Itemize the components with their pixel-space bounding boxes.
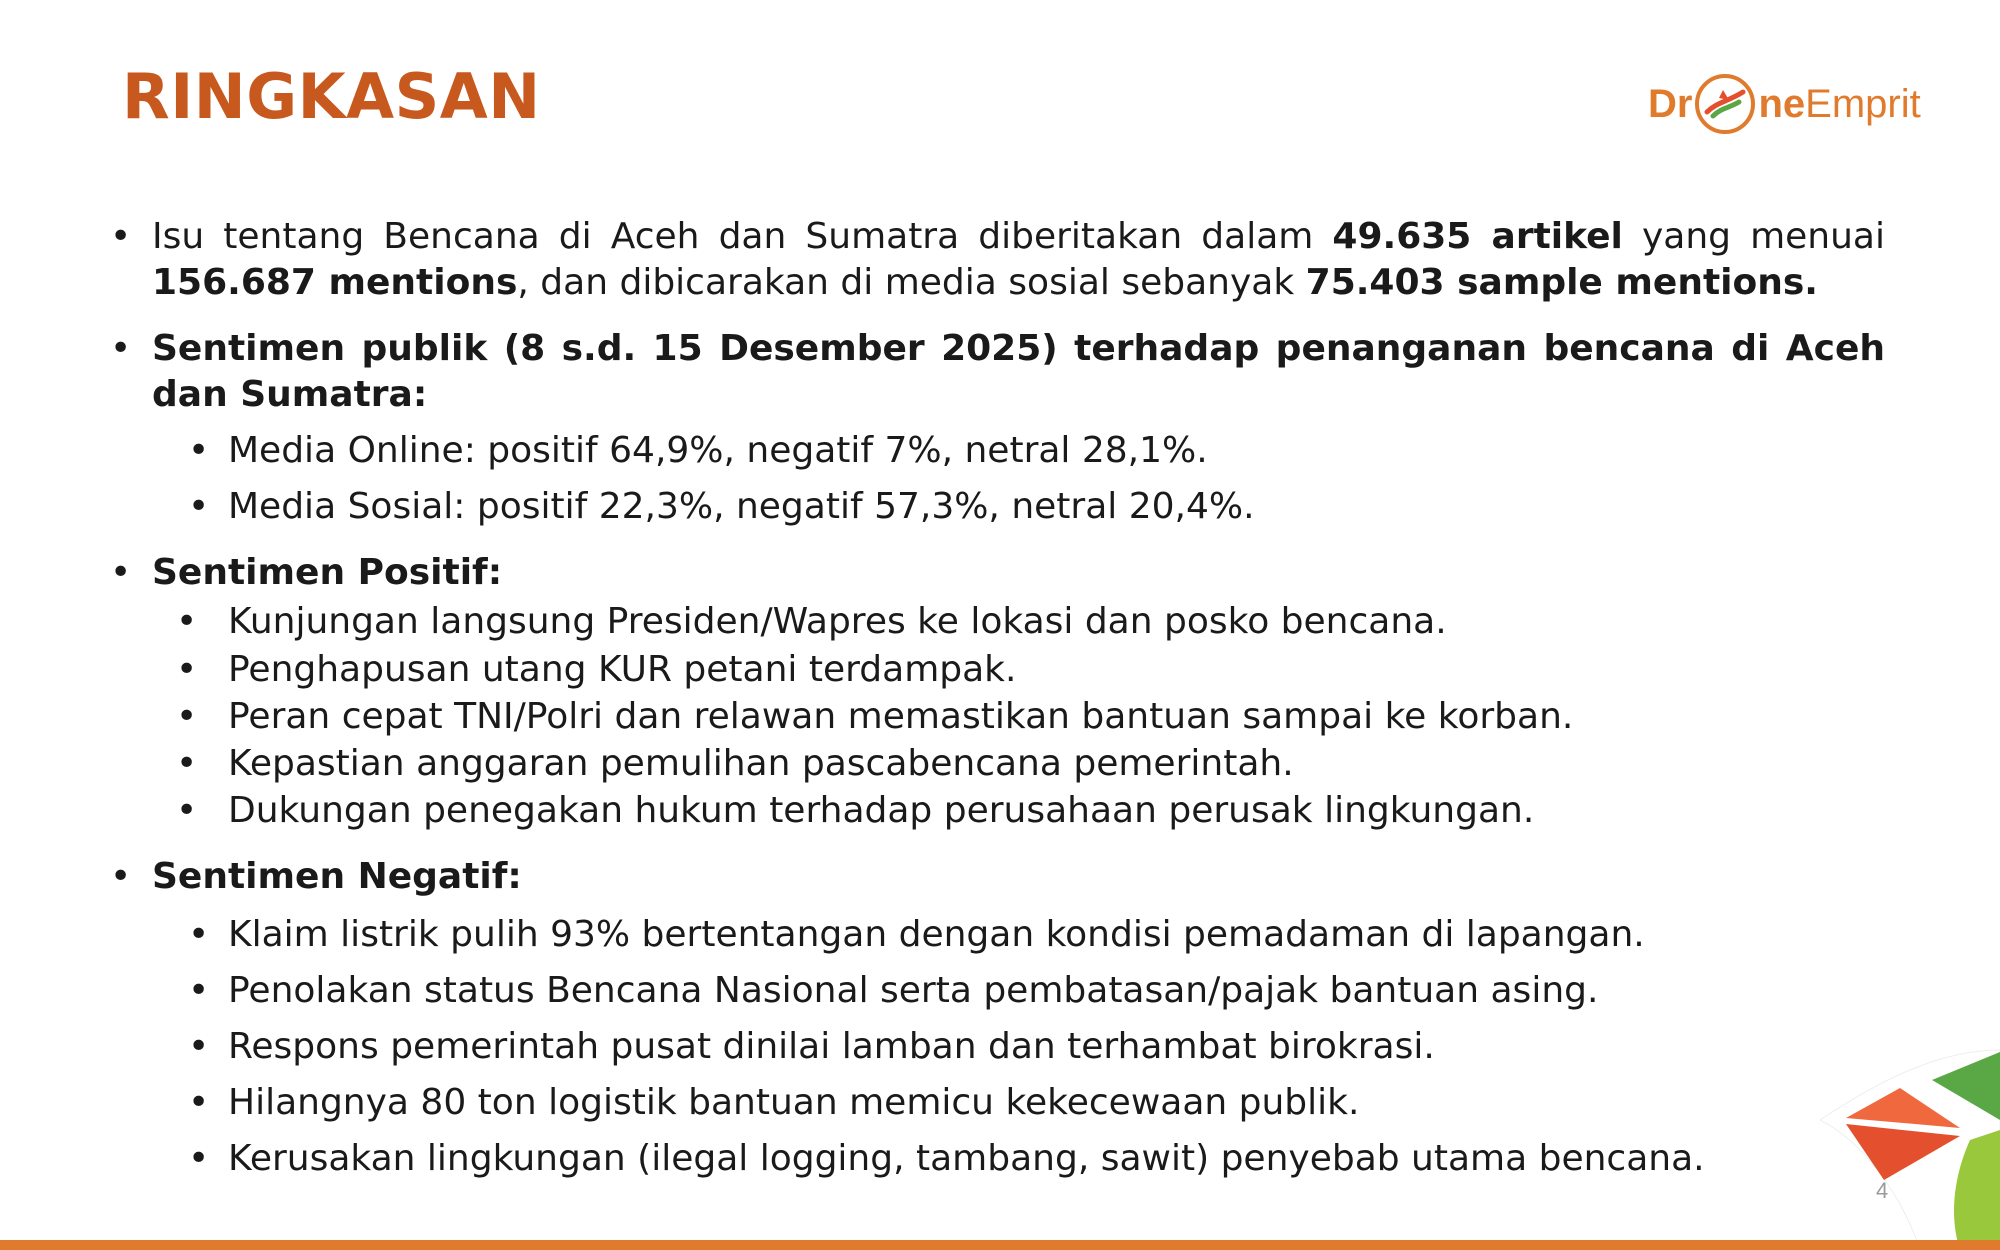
positive-item: • Kepastian anggaran pemulihan pascabencana pemerintah.: [176, 743, 1294, 784]
slide-title: RINGKASAN: [122, 60, 541, 133]
summary-bullet: [110, 214, 1885, 306]
bullet-dot: •: [188, 430, 210, 471]
summary-text: Isu tentang Bencana di Aceh dan Sumatra diberitakan dalam 49.635 artikel yang menuai 156.687 mentions, dan dibicarakan di media sosial sebanyak 75.403 sample mentions.: [152, 216, 1885, 303]
negative-item: • Hilangnya 80 ton logistik bantuan memicu kekecewaan publik.: [188, 1082, 1360, 1123]
logo-text-emprit: Emprit: [1805, 82, 1921, 126]
positive-item: • Kunjungan langsung Presiden/Wapres ke lokasi dan posko bencana.: [176, 601, 1447, 642]
negative-header: Sentimen Negatif:: [152, 856, 522, 897]
bullet-dot: •: [110, 552, 132, 593]
positive-item: • Dukungan penegakan hukum terhadap perusahaan perusak lingkungan.: [176, 790, 1535, 831]
logo-text-dr: Dr: [1648, 82, 1693, 126]
corner-decoration: [1820, 1040, 2000, 1250]
drone-logo-icon: [1693, 72, 1757, 136]
negative-bullet: [110, 854, 1885, 900]
sentiment-header: Sentimen publik (8 s.d. 15 Desember 2025) terhadap penanganan bencana di Aceh dan Sumatra:: [152, 328, 1885, 415]
negative-item: • Kerusakan lingkungan (ilegal logging, tambang, sawit) penyebab utama bencana.: [188, 1138, 1705, 1179]
summary-content: [110, 214, 1885, 1182]
sentiment-item-online: • Media Online: positif 64,9%, negatif 7%, netral 28,1%.: [110, 428, 1885, 474]
drone-emprit-logo: [1648, 72, 1921, 136]
sentiment-item-social: • Media Sosial: positif 22,3%, negatif 57,3%, netral 20,4%.: [110, 484, 1885, 530]
positive-header: Sentimen Positif:: [152, 552, 503, 593]
negative-item: • Penolakan status Bencana Nasional serta pembatasan/pajak bantuan asing.: [188, 970, 1599, 1011]
negative-item: • Respons pemerintah pusat dinilai lamban dan terhambat birokrasi.: [188, 1026, 1435, 1067]
page-number: 4: [1876, 1178, 1889, 1203]
positive-bullet: [110, 550, 1885, 596]
bullet-dot: •: [110, 216, 132, 257]
positive-item: • Peran cepat TNI/Polri dan relawan memastikan bantuan sampai ke korban.: [176, 696, 1574, 737]
positive-item: • Penghapusan utang KUR petani terdampak.: [176, 649, 1017, 690]
bullet-dot: •: [188, 486, 210, 527]
logo-text-ne: ne: [1758, 82, 1806, 126]
bullet-dot: •: [110, 856, 132, 897]
bottom-accent-bar: [0, 1240, 2000, 1250]
negative-item: • Klaim listrik pulih 93% bertentangan dengan kondisi pemadaman di lapangan.: [188, 914, 1645, 955]
sentiment-bullet: [110, 326, 1885, 418]
bullet-dot: •: [110, 328, 132, 369]
